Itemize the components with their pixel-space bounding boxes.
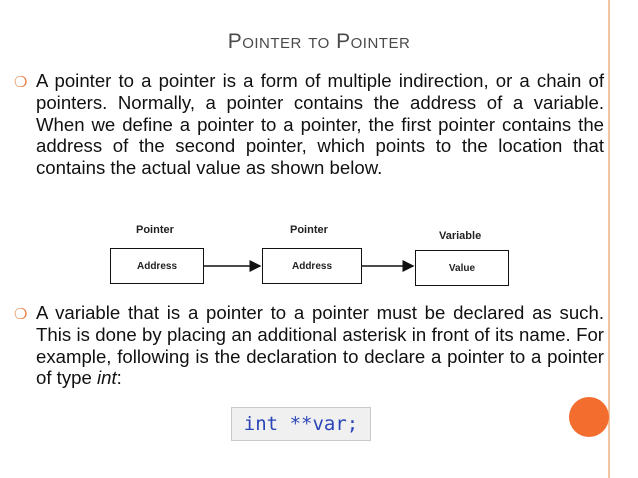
hollow-circle-bullet-icon: ❍: [14, 74, 28, 91]
node-2-box: Address: [262, 248, 362, 284]
bullet-1: [14, 70, 604, 179]
pointer-diagram: [100, 220, 520, 300]
node-1-box: Address: [110, 248, 204, 284]
node-3-label: Variable: [439, 230, 482, 242]
code-keyword: int: [243, 413, 279, 435]
node-3-box: Value: [415, 250, 509, 286]
right-decor-line: [608, 0, 610, 478]
decorative-orange-circle: [569, 397, 609, 437]
slide-title: Pointer to Pointer: [227, 30, 411, 53]
node-2-label: Pointer: [290, 224, 328, 236]
code-rest: **var;: [278, 413, 359, 435]
bullet-2: [14, 302, 604, 389]
bullet-2-text: [36, 302, 604, 389]
hollow-circle-bullet-icon: ❍: [14, 306, 28, 323]
bullet-1-text: A pointer to a pointer is a form of multiple indirection, or a chain of pointers. Normally, a pointer contains the address of a variable. When we define a pointer to a pointer, the first pointer contains the address of the second pointer, which points to the location that contains the actual value as shown below.: [36, 70, 604, 179]
bullet-2-text-end: :: [116, 367, 122, 389]
node-1-label: Pointer: [136, 224, 174, 236]
code-snippet: [231, 407, 371, 441]
bullet-2-type-emphasis: int: [96, 367, 117, 389]
bullet-2-text-main: A variable that is a pointer to a pointer must be declared as such. This is done by placing an additional asterisk in front of its name. For example, following is the declaration to declare a pointer to a pointer of type: [36, 302, 604, 389]
